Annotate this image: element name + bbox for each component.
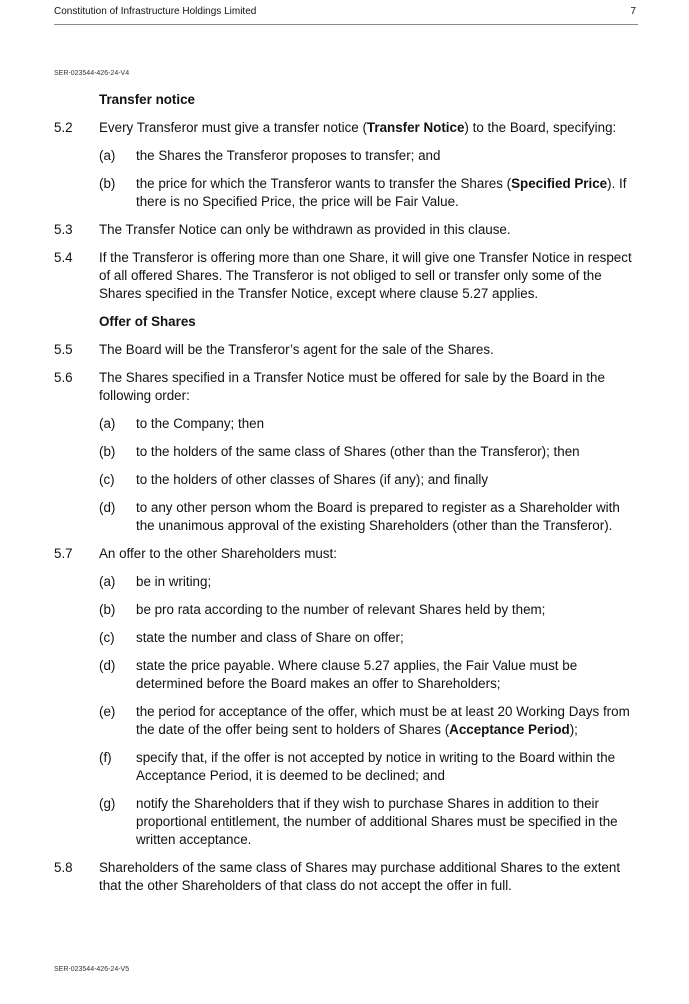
subclause-text: notify the Shareholders that if they wish to purchase Shares in addition to their proportional entitlement, the number of additional Shares must be specified in the written acceptance. [136,796,618,847]
clause-5-6 [54,369,638,405]
subclause-label: (f) [99,750,112,765]
clause-number: 5.4 [54,250,73,265]
clause-5-7-f [54,749,638,785]
heading-offer-of-shares: Offer of Shares [99,314,196,329]
clause-5-4 [54,249,638,303]
subclause-text: to the holders of the same class of Shares (other than the Transferor); then [136,444,580,459]
clause-5-7-a [54,573,638,591]
clause-5-2 [54,119,638,137]
subclause-text: to the Company; then [136,416,265,431]
clause-5-7-g [54,795,638,849]
clause-number: 5.5 [54,342,73,357]
subclause-text: the Shares the Transferor proposes to transfer; and [136,148,441,163]
document-body [54,91,638,905]
document-title: Constitution of Infrastructure Holdings Limited [54,6,257,17]
document-reference-top: SER-023544-426-24-V4 [54,70,130,77]
defined-term: Acceptance Period [449,722,570,737]
clause-5-5 [54,341,638,359]
clause-5-7-d [54,657,638,693]
subclause-text: to the holders of other classes of Shares (if any); and finally [136,472,489,487]
defined-term: Specified Price [511,176,608,191]
clause-text: If the Transferor is offering more than one Share, it will give one Transfer Notice in respect of all offered Shares. The Transferor is not obliged to sell or transfer only some of the Shares specified in the Transfer Notice, except where clause 5.27 applies. [99,250,632,301]
clause-5-7-b [54,601,638,619]
subclause-text: specify that, if the offer is not accepted by notice in writing to the Board within the Acceptance Period, it is deemed to be declined; and [136,750,616,783]
document-reference-bottom: SER-023544-426-24-V5 [54,966,130,973]
clause-5-7-e [54,703,638,739]
subclause-text: to any other person whom the Board is prepared to register as a Shareholder with the unanimous approval of the existing Shareholders (other than the Transferor). [136,500,620,533]
subclause-label: (a) [99,416,116,431]
subclause-text: be in writing; [136,574,212,589]
defined-term: Transfer Notice [366,120,465,135]
page-number: 7 [630,6,636,17]
subclause-label: (d) [99,658,116,673]
subclause-text: state the price payable. Where clause 5.27 applies, the Fair Value must be determined before the Board makes an offer to Shareholders; [136,658,578,691]
clause-text: The Shares specified in a Transfer Notice must be offered for sale by the Board in the following order: [99,370,605,403]
subclause-label: (c) [99,472,115,487]
clause-text: Every Transferor must give a transfer notice (Transfer Notice) to the Board, specifying: [99,120,617,135]
clause-5-2-a [54,147,638,165]
subclause-label: (g) [99,796,116,811]
clause-5-7 [54,545,638,563]
subclause-label: (b) [99,602,116,617]
subclause-label: (e) [99,704,116,719]
clause-5-6-b [54,443,638,461]
clause-5-6-a [54,415,638,433]
clause-5-6-c [54,471,638,489]
subclause-text: be pro rata according to the number of relevant Shares held by them; [136,602,546,617]
clause-number: 5.3 [54,222,73,237]
clause-5-7-c [54,629,638,647]
subclause-label: (a) [99,148,116,163]
clause-5-3 [54,221,638,239]
clause-5-6-d [54,499,638,535]
clause-5-8 [54,859,638,895]
clause-number: 5.2 [54,120,73,135]
subclause-label: (d) [99,500,116,515]
clause-number: 5.7 [54,546,73,561]
heading-transfer-notice: Transfer notice [99,92,195,107]
subclause-text: state the number and class of Share on offer; [136,630,404,645]
clause-number: 5.8 [54,860,73,875]
subclause-label: (a) [99,574,116,589]
subclause-label: (b) [99,176,116,191]
clause-text: Shareholders of the same class of Shares may purchase additional Shares to the extent that the other Shareholders of that class do not accept the offer in full. [99,860,621,893]
clause-5-2-b [54,175,638,211]
clause-text: The Board will be the Transferor’s agent for the sale of the Shares. [99,342,494,357]
clause-text: The Transfer Notice can only be withdrawn as provided in this clause. [99,222,511,237]
page-header [54,6,638,25]
subclause-label: (c) [99,630,115,645]
clause-text: An offer to the other Shareholders must: [99,546,337,561]
subclause-text: the price for which the Transferor wants to transfer the Shares (Specified Price). If there is no Specified Price, the price will be Fair Value. [136,176,627,209]
subclause-label: (b) [99,444,116,459]
clause-number: 5.6 [54,370,73,385]
subclause-text: the period for acceptance of the offer, which must be at least 20 Working Days from the date of the offer being sent to holders of Shares (Acceptance Period); [136,704,630,737]
